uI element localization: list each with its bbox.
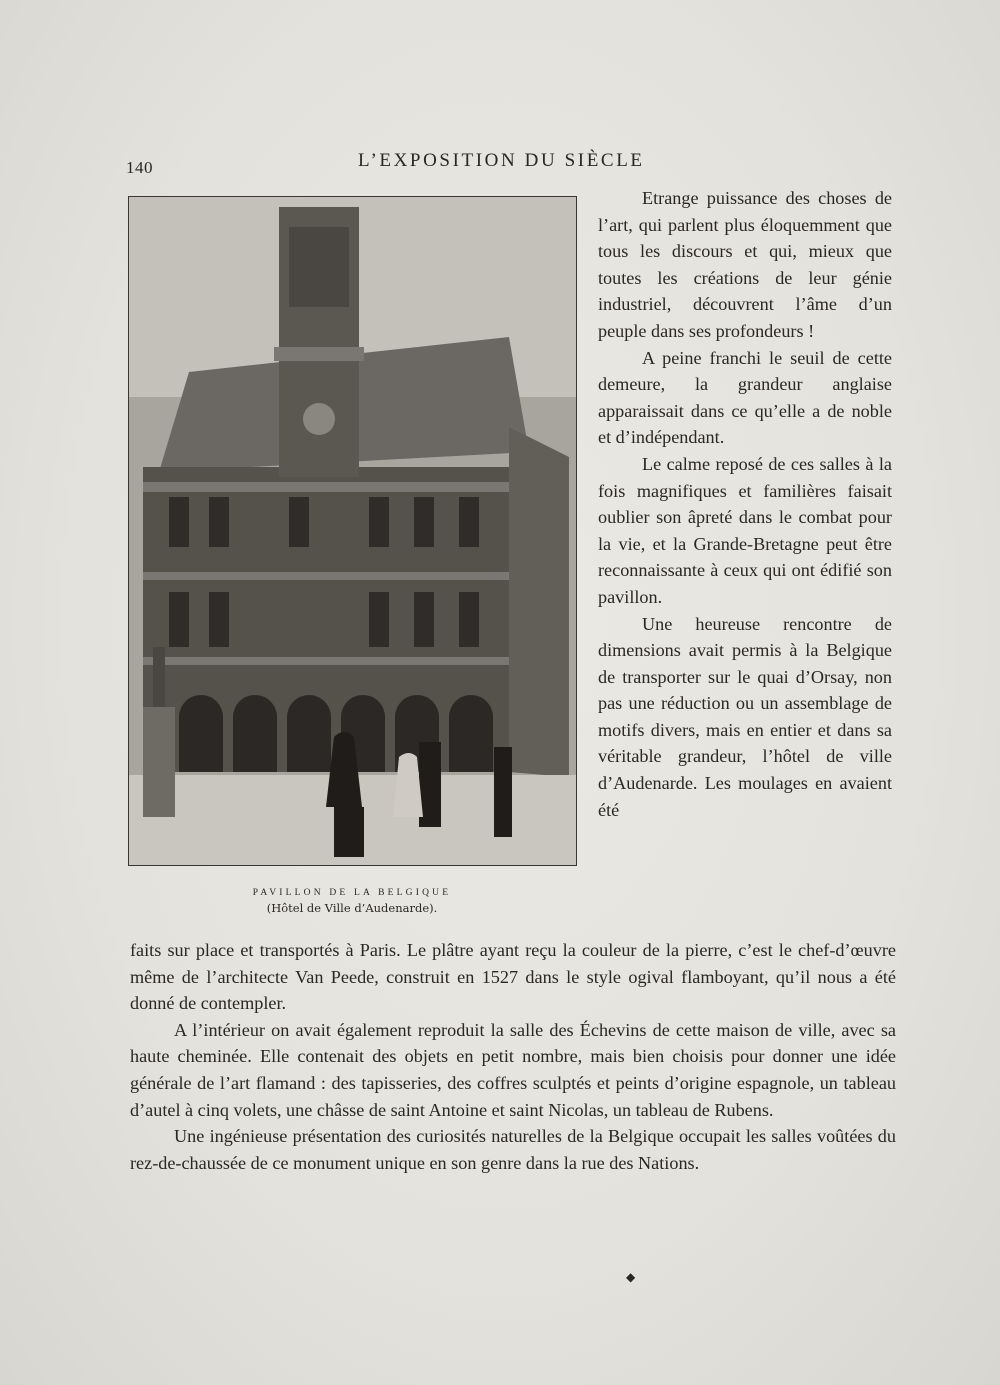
paragraph: A l’intérieur on avait également reproduit la salle des Échevins de cette maison de ville, avec sa haute cheminée. Elle contenait des objets en petit nombre, mais bien choisis pour donner une idée générale de l’art flamand : des tapisseries, des coffres sculptés et peints d’origine espagnole, un tableau d’autel à cinq volets, une châsse de saint Antoine et saint Nicolas, un tableau de Rubens. [130, 1019, 896, 1120]
right-column-text [598, 185, 892, 823]
paragraph: Etrange puissance des choses de l’art, qui parlent plus éloquemment que tous les discours et qui, mieux que toutes les créations de leur génie industriel, découvrent l’âme d’un peuple dans ses profondeurs ! [598, 188, 892, 341]
caption-subtitle: (Hôtel de Ville d’Audenarde). [266, 901, 438, 915]
paragraph: A peine franchi le seuil de cette demeure, la grandeur anglaise apparaissait dans ce qu’elle a de noble et d’indépendant. [598, 347, 892, 448]
page-number: 140 [126, 158, 153, 177]
caption-title: PAVILLON DE LA BELGIQUE [252, 888, 452, 898]
ink-mark: ◆ [626, 1270, 636, 1284]
paragraph: faits sur place et transportés à Paris. Le plâtre ayant reçu la couleur de la pierre, c’est le chef-d’œuvre même de l’architecte Van Peede, construit en 1527 dans le style ogival flamboyant, qu’il nous a été donné de contempler. [130, 940, 896, 1014]
town-hall-engraving [129, 197, 576, 865]
engraving-illustration [128, 196, 577, 866]
full-width-text [130, 937, 896, 1176]
figure-caption [232, 886, 472, 917]
paragraph: Une heureuse rencontre de dimensions avait permis à la Belgique de transporter sur le quai d’Orsay, non pas une réduction ou un assemblage de motifs divers, mais en entier et dans sa véritable grandeur, l’hôtel de ville d’Audenarde. Les moulages en avaient été [598, 613, 892, 820]
running-title: L’EXPOSITION DU SIÈCLE [358, 150, 645, 171]
paragraph: Le calme reposé de ces salles à la fois magnifiques et familières faisait oublier son âpreté dans le combat pour la vie, et la Grande-Bretagne peut être reconnaissante à ceux qui ont édifié son pavillon. [598, 453, 892, 607]
paragraph: Une ingénieuse présentation des curiosités naturelles de la Belgique occupait les salles voûtées du rez-de-chaussée de ce monument unique en son genre dans la rue des Nations. [130, 1126, 896, 1173]
